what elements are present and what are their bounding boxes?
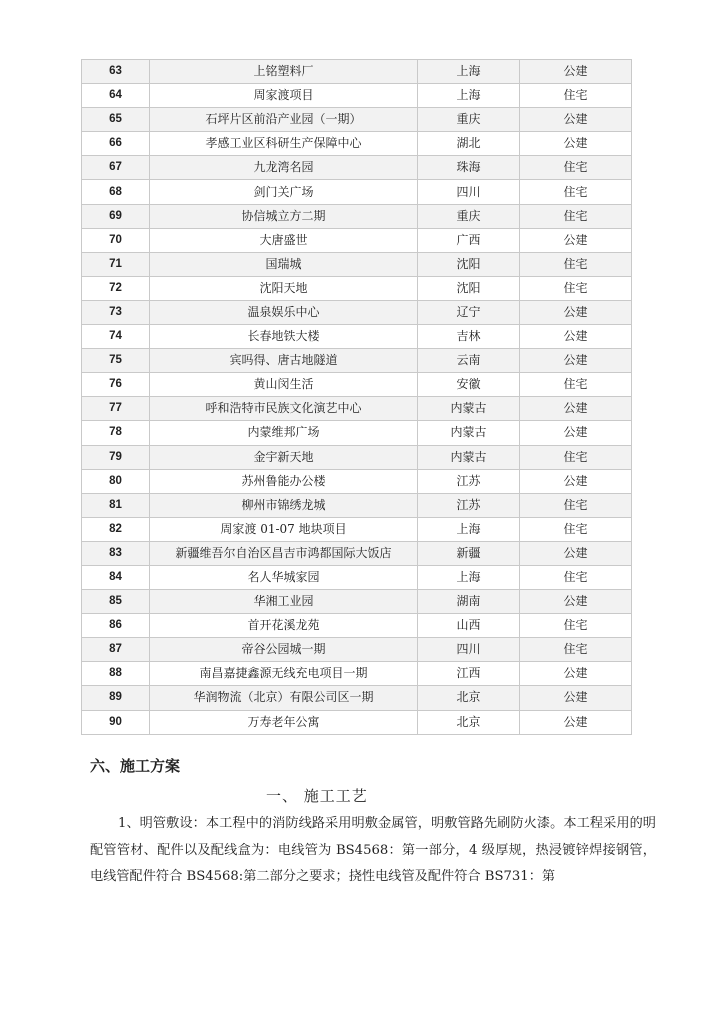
project-region: 辽宁 (418, 300, 520, 324)
project-region: 广西 (418, 228, 520, 252)
project-region: 上海 (418, 84, 520, 108)
row-number: 79 (82, 445, 150, 469)
table-row (82, 614, 632, 638)
project-type: 住宅 (520, 180, 632, 204)
project-type: 公建 (520, 228, 632, 252)
project-name: 周家渡 01-07 地块项目 (150, 517, 418, 541)
project-type: 公建 (520, 686, 632, 710)
table-row (82, 590, 632, 614)
row-number: 78 (82, 421, 150, 445)
project-name: 华润物流（北京）有限公司区一期 (150, 686, 418, 710)
project-name: 柳州市锦绣龙城 (150, 493, 418, 517)
row-number: 72 (82, 276, 150, 300)
project-type: 住宅 (520, 276, 632, 300)
table-row (82, 469, 632, 493)
table-row (82, 662, 632, 686)
table-row (82, 60, 632, 84)
project-name: 首开花溪龙苑 (150, 614, 418, 638)
table-row (82, 445, 632, 469)
section-heading: 六、施工方案 (90, 757, 181, 775)
row-number: 89 (82, 686, 150, 710)
table-row (82, 325, 632, 349)
section-subheading: 一、 施工工艺 (266, 787, 368, 805)
row-number: 65 (82, 108, 150, 132)
table-row (82, 276, 632, 300)
project-name: 金宇新天地 (150, 445, 418, 469)
row-number: 69 (82, 204, 150, 228)
project-name: 剑门关广场 (150, 180, 418, 204)
table-row (82, 638, 632, 662)
project-region: 上海 (418, 565, 520, 589)
row-number: 90 (82, 710, 150, 734)
table-row (82, 252, 632, 276)
table-row (82, 84, 632, 108)
row-number: 85 (82, 590, 150, 614)
project-name: 石坪片区前沿产业园（一期） (150, 108, 418, 132)
project-region: 四川 (418, 638, 520, 662)
row-number: 82 (82, 517, 150, 541)
row-number: 70 (82, 228, 150, 252)
project-type: 住宅 (520, 373, 632, 397)
project-region: 湖北 (418, 132, 520, 156)
table-row (82, 228, 632, 252)
project-name: 名人华城家园 (150, 565, 418, 589)
row-number: 83 (82, 541, 150, 565)
row-number: 76 (82, 373, 150, 397)
project-type: 公建 (520, 108, 632, 132)
project-type: 住宅 (520, 445, 632, 469)
row-number: 66 (82, 132, 150, 156)
project-type: 公建 (520, 325, 632, 349)
project-type: 公建 (520, 349, 632, 373)
row-number: 84 (82, 565, 150, 589)
project-region: 湖南 (418, 590, 520, 614)
project-region: 上海 (418, 60, 520, 84)
table-row (82, 686, 632, 710)
project-region: 上海 (418, 517, 520, 541)
row-number: 63 (82, 60, 150, 84)
project-region: 吉林 (418, 325, 520, 349)
table-row (82, 397, 632, 421)
table-row (82, 565, 632, 589)
project-name: 大唐盛世 (150, 228, 418, 252)
row-number: 88 (82, 662, 150, 686)
row-number: 64 (82, 84, 150, 108)
project-name: 协信城立方二期 (150, 204, 418, 228)
project-name: 周家渡项目 (150, 84, 418, 108)
row-number: 67 (82, 156, 150, 180)
project-region: 山西 (418, 614, 520, 638)
row-number: 77 (82, 397, 150, 421)
project-name: 苏州鲁能办公楼 (150, 469, 418, 493)
project-region: 沈阳 (418, 252, 520, 276)
project-region: 云南 (418, 349, 520, 373)
project-name: 万寿老年公寓 (150, 710, 418, 734)
project-region: 重庆 (418, 108, 520, 132)
body-paragraph: 1、明管敷设：本工程中的消防线路采用明敷金属管，明敷管路先刷防火漆。本工程采用的明配管管材、配件以及配线盒为：电线管为 BS4568：第一部分，4 级厚规，热浸镀锌焊接钢管，电线管配件符合 BS4568:第二部分之要求；挠性电线管及配件符合 BS731：第 (90, 816, 656, 884)
project-type: 住宅 (520, 638, 632, 662)
project-region: 新疆 (418, 541, 520, 565)
table-row (82, 373, 632, 397)
project-name: 孝感工业区科研生产保障中心 (150, 132, 418, 156)
project-region: 安徽 (418, 373, 520, 397)
project-region: 江苏 (418, 493, 520, 517)
table-row (82, 421, 632, 445)
project-type: 公建 (520, 397, 632, 421)
table-row (82, 517, 632, 541)
row-number: 81 (82, 493, 150, 517)
row-number: 87 (82, 638, 150, 662)
table-row (82, 710, 632, 734)
project-type: 公建 (520, 662, 632, 686)
project-region: 北京 (418, 710, 520, 734)
row-number: 80 (82, 469, 150, 493)
project-region: 重庆 (418, 204, 520, 228)
table-row (82, 300, 632, 324)
project-name: 国瑞城 (150, 252, 418, 276)
project-type: 住宅 (520, 156, 632, 180)
project-type: 公建 (520, 132, 632, 156)
project-region: 江苏 (418, 469, 520, 493)
project-name: 九龙湾名园 (150, 156, 418, 180)
project-name: 温泉娱乐中心 (150, 300, 418, 324)
row-number: 75 (82, 349, 150, 373)
project-name: 宾吗得、唐古地隧道 (150, 349, 418, 373)
project-name: 长春地铁大楼 (150, 325, 418, 349)
row-number: 74 (82, 325, 150, 349)
project-name: 上铭塑料厂 (150, 60, 418, 84)
project-region: 内蒙古 (418, 421, 520, 445)
project-name: 内蒙维邦广场 (150, 421, 418, 445)
project-type: 住宅 (520, 517, 632, 541)
project-table-body (82, 60, 632, 735)
row-number: 71 (82, 252, 150, 276)
project-type: 公建 (520, 541, 632, 565)
project-region: 四川 (418, 180, 520, 204)
project-type: 公建 (520, 590, 632, 614)
project-name: 呼和浩特市民族文化演艺中心 (150, 397, 418, 421)
project-region: 北京 (418, 686, 520, 710)
table-row (82, 493, 632, 517)
project-type: 公建 (520, 469, 632, 493)
project-type: 公建 (520, 300, 632, 324)
table-row (82, 108, 632, 132)
project-region: 内蒙古 (418, 445, 520, 469)
project-type: 公建 (520, 60, 632, 84)
project-table (81, 59, 632, 735)
project-name: 华湘工业园 (150, 590, 418, 614)
project-name: 黄山闵生活 (150, 373, 418, 397)
table-row (82, 156, 632, 180)
project-type: 住宅 (520, 565, 632, 589)
table-row (82, 541, 632, 565)
project-region: 江西 (418, 662, 520, 686)
row-number: 73 (82, 300, 150, 324)
project-name: 南昌嘉捷鑫源无线充电项目一期 (150, 662, 418, 686)
table-row (82, 204, 632, 228)
row-number: 86 (82, 614, 150, 638)
table-row (82, 349, 632, 373)
project-region: 沈阳 (418, 276, 520, 300)
project-type: 住宅 (520, 614, 632, 638)
project-type: 公建 (520, 421, 632, 445)
project-name: 沈阳天地 (150, 276, 418, 300)
project-name: 帝谷公园城一期 (150, 638, 418, 662)
project-region: 内蒙古 (418, 397, 520, 421)
project-type: 住宅 (520, 493, 632, 517)
project-type: 住宅 (520, 252, 632, 276)
row-number: 68 (82, 180, 150, 204)
project-type: 住宅 (520, 204, 632, 228)
project-name: 新疆维吾尔自治区昌吉市鸿都国际大饭店 (150, 541, 418, 565)
table-row (82, 132, 632, 156)
project-region: 珠海 (418, 156, 520, 180)
project-type: 住宅 (520, 84, 632, 108)
table-row (82, 180, 632, 204)
project-type: 公建 (520, 710, 632, 734)
